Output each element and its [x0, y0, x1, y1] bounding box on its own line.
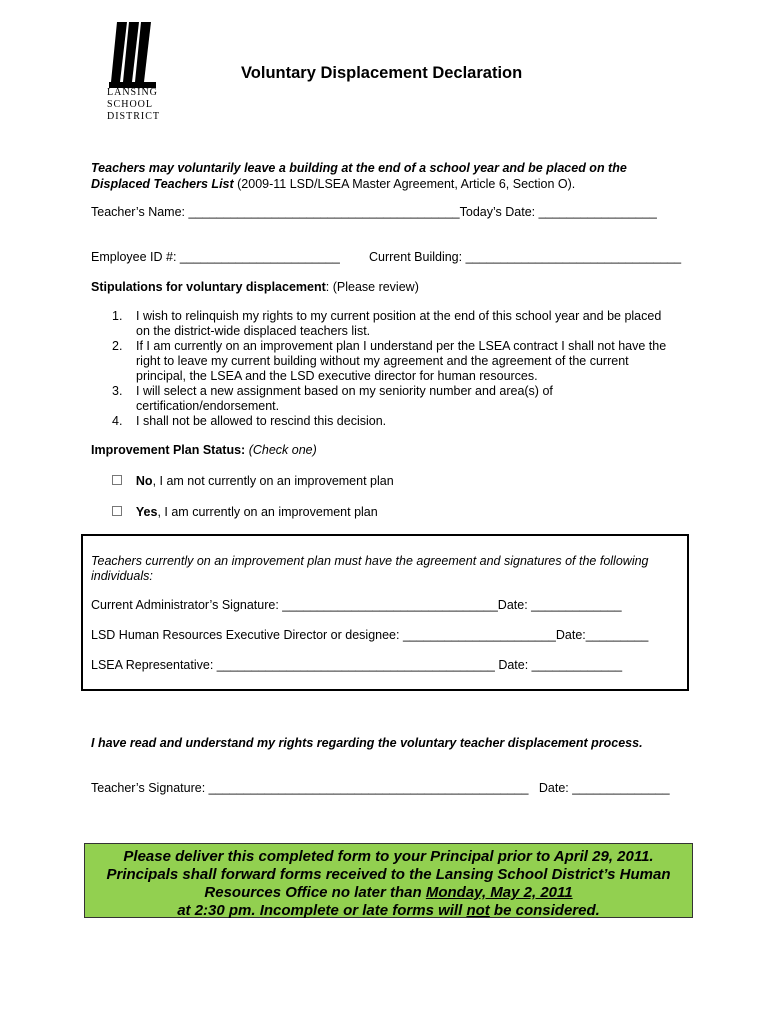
notice-line-4a: at 2:30 pm. Incomplete or late forms will [177, 902, 467, 919]
stipulations-list [112, 309, 682, 429]
notice-line-2: Principals shall forward forms received to the Lansing School District’s Human [106, 866, 671, 883]
option-no[interactable]: No, I am not currently on an improvement plan [112, 474, 394, 488]
lsea-signature-field[interactable]: LSEA Representative: ________________________________________ Date: _____________ [91, 658, 623, 672]
intro-text [91, 160, 681, 192]
stipulations-note: : (Please review) [325, 280, 419, 294]
list-item: 1. I wish to relinquish my rights to my current position at the end of this school year and be placed on the district-wide displaced teachers list. [112, 309, 662, 338]
option-yes[interactable]: Yes, I am currently on an improvement plan [112, 505, 378, 519]
logo-line: SCHOOL [107, 99, 154, 110]
teacher-name-label: Teacher’s Name: _______________________________________ [91, 205, 460, 219]
acknowledgement: I have read and understand my rights regarding the voluntary teacher displacement process. [91, 736, 643, 750]
notice-date: Monday, May 2, 2011 [425, 884, 573, 901]
intro-bold-2: Displaced Teachers List [91, 177, 234, 191]
list-item: 2. If I am currently on an improvement plan I understand per the LSEA contract I shall not have the right to leave my current building without my agreement and the agreement of the current principal, the LSEA and the LSD executive director for human resources. [112, 339, 667, 383]
box-note-2: individuals: [91, 569, 153, 583]
notice-line-3a: Resources Office no later than [204, 884, 426, 901]
employee-id-field[interactable]: Employee ID #: _______________________ [91, 250, 340, 264]
intro-normal: (2009-11 LSD/LSEA Master Agreement, Article 6, Section O). [233, 177, 576, 191]
checkbox-no[interactable] [112, 475, 122, 485]
notice-line-1: Please deliver this completed form to your Principal prior to April 29, 2011. [123, 848, 654, 865]
checkbox-yes[interactable] [112, 506, 122, 516]
current-building-field[interactable]: Current Building: _______________________________ [369, 250, 682, 264]
page-title: Voluntary Displacement Declaration [241, 64, 523, 82]
stipulations-title: Stipulations for voluntary displacement [91, 280, 326, 294]
hr-signature-field[interactable]: LSD Human Resources Executive Director or designee: ______________________Date:_________ [91, 628, 649, 642]
list-item: 4. I shall not be allowed to rescind this decision. [112, 414, 387, 428]
box-note-1: Teachers currently on an improvement plan must have the agreement and signatures of the following [91, 554, 649, 568]
logo-text [107, 87, 160, 123]
intro-bold: Teachers may voluntarily leave a building at the end of a school year and be placed on the [91, 161, 627, 175]
notice-line-4c: be considered. [489, 902, 600, 919]
improvement-heading [91, 443, 317, 457]
list-item: 3. I will select a new assignment based on my seniority number and area(s) of certification/endorsement. [112, 384, 553, 413]
admin-signature-field[interactable]: Current Administrator’s Signature: _______________________________Date: _____________ [91, 598, 622, 612]
deadline-notice [84, 843, 693, 918]
teacher-name-field[interactable] [91, 205, 657, 219]
logo-line: DISTRICT [107, 111, 160, 122]
improvement-title: Improvement Plan Status: [91, 443, 246, 457]
improvement-note: (Check one) [248, 443, 317, 457]
stipulations-heading [91, 280, 419, 294]
todays-date-label: Today’s Date: _________________ [459, 205, 657, 219]
logo-line: LANSING [107, 87, 158, 98]
teacher-signature-field[interactable]: Teacher’s Signature: ______________________________________________ Date: ______________ [91, 781, 670, 795]
notice-not: not [466, 902, 490, 919]
